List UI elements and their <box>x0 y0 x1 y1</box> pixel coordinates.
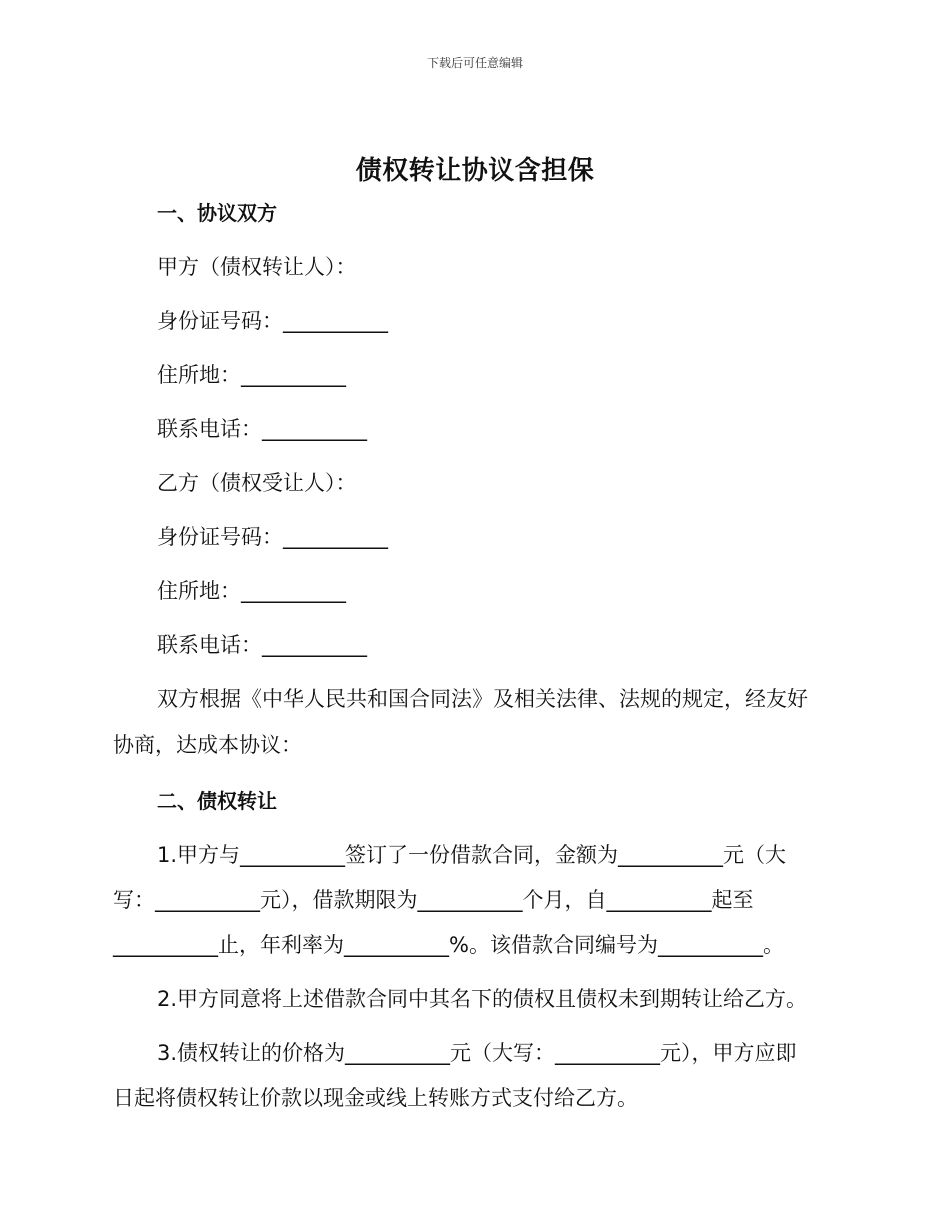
party-b-id-field: 身份证号码：__________ <box>157 525 388 549</box>
party-a-id-field: 身份证号码：__________ <box>157 309 388 333</box>
document-title: 债权转让协议含担保 <box>355 156 595 186</box>
party-a-label: 甲方（债权转让人）： <box>157 255 357 279</box>
intro-paragraph-line-2: 协商，达成本协议： <box>113 733 302 757</box>
party-b-phone-field: 联系电话：__________ <box>157 633 367 657</box>
clause-1-line-1: 1.甲方与__________签订了一份借款合同，金额为__________元（大 <box>157 843 787 867</box>
clause-1-line-2: 写：__________元），借款期限为__________个月，自__________起至 <box>113 888 754 912</box>
clause-1-line-3: __________止，年利率为__________%。该借款合同编号为__________。 <box>113 933 784 957</box>
section2-heading: 二、债权转让 <box>157 789 277 813</box>
clause-3-line-1: 3.债权转让的价格为__________元（大写：__________元），甲方应即 <box>157 1041 797 1065</box>
party-b-label: 乙方（债权受让人）： <box>157 471 357 495</box>
clause-2-line-1: 2.甲方同意将上述借款合同中其名下的债权且债权未到期转让给乙方。 <box>157 987 808 1011</box>
party-b-address-field: 住所地：__________ <box>157 579 346 603</box>
party-a-address-field: 住所地：__________ <box>157 363 346 387</box>
header-watermark: 下载后可任意编辑 <box>426 56 523 70</box>
section1-heading: 一、协议双方 <box>157 201 277 225</box>
party-a-phone-field: 联系电话：__________ <box>157 417 367 441</box>
intro-paragraph-line-1: 双方根据《中华人民共和国合同法》及相关法律、法规的规定，经友好 <box>157 687 808 711</box>
clause-3-line-2: 日起将债权转让价款以现金或线上转账方式支付给乙方。 <box>113 1086 638 1110</box>
